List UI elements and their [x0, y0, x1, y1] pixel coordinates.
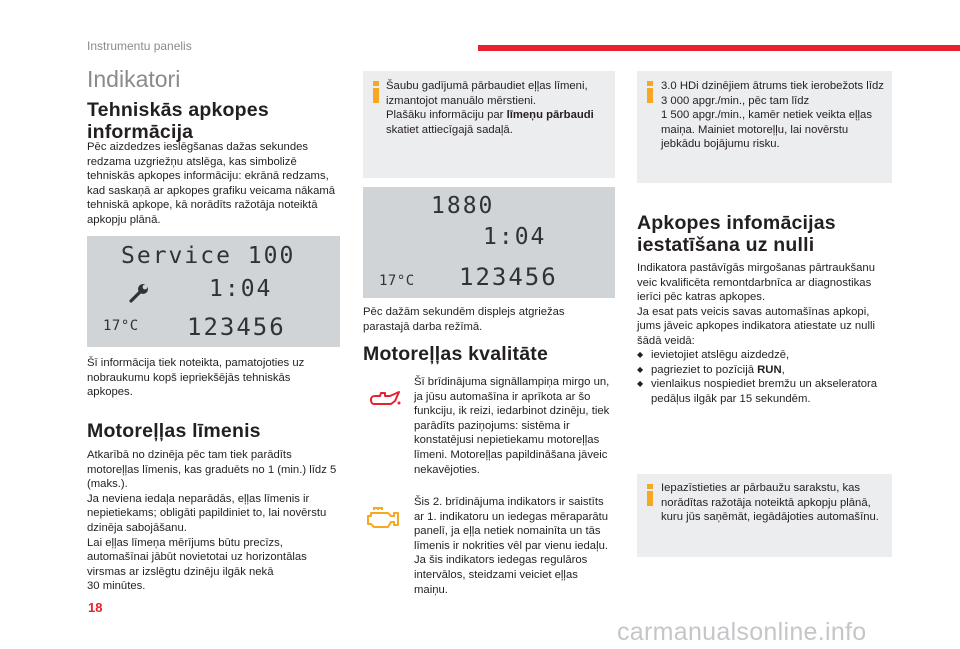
reset-step-2	[637, 363, 887, 378]
oil-quality-item1: Šī brīdinājuma signāllampiņa mirgo un, ja jūsu automašīna ir aprīkota ar šo funkciju, ik reizi, iedarbinot dzinēju, tiek parādīts paziņojums: sistēma ir konstatējusi nepietiekamu motoreļļas līmeni. Motoreļļas papildināšana jāveic nekavējoties.	[414, 376, 610, 476]
oil-display-temp: 17°C	[379, 273, 415, 289]
watermark: carmanualsonline.info	[617, 618, 867, 646]
service-display-line1: Service 100	[121, 243, 296, 269]
oil-check-info-link: līmeņu pārbaudi	[506, 109, 594, 122]
hdi-info-text: 3.0 HDi dzinējiem ātrums tiek ierobežots līdz 3 000 apgr./min., pēc tam līdz 1 500 apgr./min., kamēr netiek veikta eļļas maiņa. Mainiet motoreļļu, lai novērstu jebkādu bojājumu risku.	[661, 80, 884, 151]
info-icon	[645, 484, 655, 506]
oil-check-info-text-b: skatiet attiecīgajā sadaļā.	[386, 123, 513, 136]
oil-check-info-text	[386, 79, 608, 137]
oil-quality-title: Motoreļļas kvalitāte	[363, 343, 548, 365]
reset-step-3: ◆ vienlaikus nospiediet bremžu un akseleratora pedāļus ilgāk par 15 sekundēm.	[637, 377, 887, 406]
service-display-temp: 17°C	[103, 318, 139, 334]
reset-body: Indikatora pastāvīgās mirgošanas pārtraukšanu veic kvalificēta remontdarbnīca ar diagnostikas ierīci pēc katras apkopes. Ja esat pats veicis savas automašīnas apkopi, jums jāveic apkopes indikatora atiestate uz nulli šādā veidā:	[637, 262, 875, 347]
oil-display-time: 1:04	[483, 224, 547, 250]
service-info-note: Šī informācija tiek noteikta, pamatojoties uz nobraukumu kopš iepriekšējās tehniskās apkopes.	[87, 357, 305, 399]
service-info-body: Pēc aizdedzes ieslēgšanas dažas sekundes redzama uzgriežņu atslēga, kas simbolizē tehniskās apkopes informāciju: ekrānā redzams, kad saskaņā ar apkopes grafiku veicama nākamā tehniskā apkope, kā norādīts ražotāja noteiktā apkopju plānā.	[87, 141, 336, 226]
hdi-info-box	[637, 71, 892, 183]
oil-display-note: Pēc dažām sekundēm displejs atgriežas parastajā darba režīmā.	[363, 306, 565, 333]
maintenance-plan-info-text: Iepazīstieties ar pārbaužu sarakstu, kas norādītas ražotāja noteiktā apkopju plānā, kuru jūs saņēmāt, iegādājoties automašīnu.	[661, 482, 879, 524]
info-icon	[371, 81, 381, 103]
header-accent-bar	[478, 45, 960, 51]
reset-step-2-run: RUN	[757, 363, 782, 376]
oil-quality-item2: Šis 2. brīdinājuma indikators ir saistīts ar 1. indikatoru un iedegas mēraparātu panelī, ja eļļa netiek nomainīta un tās līmenis ir nokrities vēl par vienu iedaļu. Ja šis indikators iedegas regulāros intervālos, steidzami veiciet eļļas maiņu.	[414, 496, 609, 596]
service-info-title: Tehniskās apkopes informācija	[87, 99, 269, 143]
wrench-icon	[127, 281, 151, 310]
oil-check-info-text-a: Šaubu gadījumā pārbaudiet eļļas līmeni, izmantojot manuālo mērstieni. Plašāku informāciju par	[386, 80, 588, 122]
oil-display-panel	[363, 187, 615, 298]
section-header: Instrumentu panelis	[87, 39, 192, 53]
info-icon	[645, 81, 655, 103]
page-title: Indikatori	[87, 66, 181, 92]
service-display-time: 1:04	[209, 276, 273, 302]
reset-step-1: ◆ ievietojiet atslēgu aizdedzē,	[637, 348, 887, 363]
engine-icon	[366, 505, 400, 536]
oil-display-line1: 1880	[431, 193, 495, 219]
oil-level-body: Atkarībā no dzinēja pēc tam tiek parādīts motoreļļas līmenis, kas graduēts no 1 (min.) līdz 5 (maks.). Ja neviena iedaļa neparādās, eļļas līmenis ir nepietiekams; obligāti papildiniet to, lai novērstu dzinēja sabojāšanu. Lai eļļas līmeņa mērījums būtu precīzs, automašīnai jābūt novietotai uz horizontālas virsmas ar izslēgtu dzinēju ilgāk nekā 30 minūtes.	[87, 449, 337, 593]
reset-step-2-comma: ,	[781, 363, 785, 376]
oil-level-title: Motoreļļas līmenis	[87, 420, 261, 442]
oil-display-odometer: 123456	[459, 263, 558, 291]
service-display-panel	[87, 236, 340, 347]
reset-steps	[637, 348, 887, 406]
service-display-odometer: 123456	[187, 313, 286, 341]
reset-step-2-text: pagrieziet to pozīcijā	[651, 363, 758, 376]
oil-can-icon	[368, 388, 402, 415]
reset-title: Apkopes infomācijas iestatīšana uz nulli	[637, 212, 836, 256]
page-number: 18	[88, 600, 103, 615]
maintenance-plan-info-box	[637, 474, 892, 557]
oil-check-info-box	[363, 71, 615, 178]
